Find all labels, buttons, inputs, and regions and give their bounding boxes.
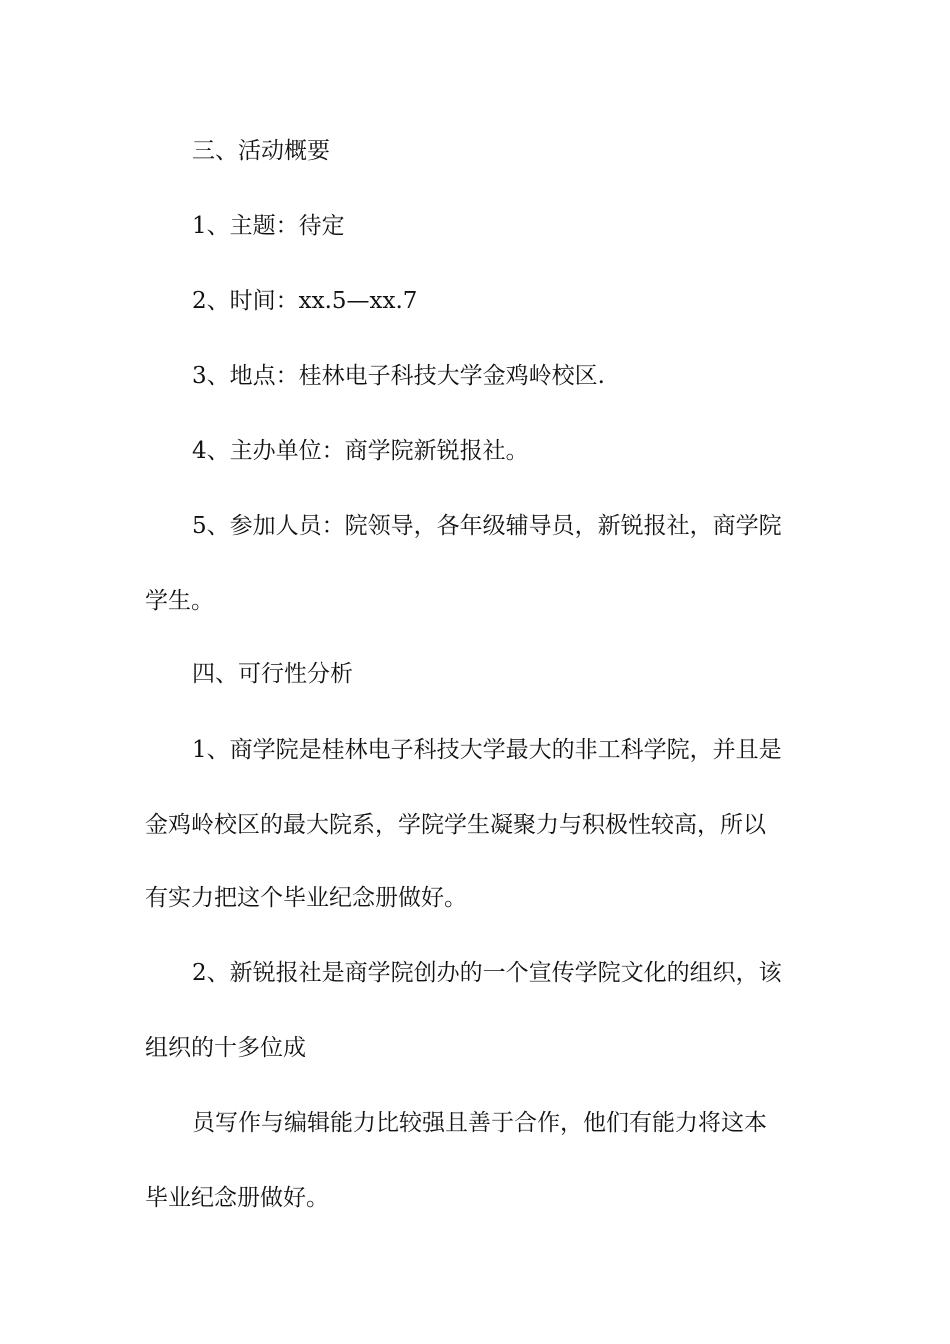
feasibility-point-1-line-1: 1、商学院是桂林电子科技大学最大的非工科学院，并且是 <box>192 737 782 763</box>
feasibility-point-2-line-2: 组织的十多位成 <box>145 1035 306 1061</box>
feasibility-point-2-line-1: 2、新锐报社是商学院创办的一个宣传学院文化的组织，该 <box>192 960 782 986</box>
feasibility-point-2-line-3: 员写作与编辑能力比较强且善于合作，他们有能力将这本 <box>192 1110 767 1136</box>
overview-item-participants-continued: 学生。 <box>145 588 214 614</box>
section-heading-feasibility-analysis: 四、可行性分析 <box>192 661 353 687</box>
section-heading-activity-overview: 三、活动概要 <box>192 138 330 164</box>
overview-item-theme: 1、主题：待定 <box>192 213 345 239</box>
overview-item-participants: 5、参加人员：院领导，各年级辅导员，新锐报社，商学院 <box>192 513 782 539</box>
overview-item-organizer: 4、主办单位：商学院新锐报社。 <box>192 438 529 464</box>
feasibility-point-2-line-4: 毕业纪念册做好。 <box>145 1185 329 1211</box>
overview-item-location: 3、地点：桂林电子科技大学金鸡岭校区. <box>192 363 605 389</box>
feasibility-point-1-line-2: 金鸡岭校区的最大院系，学院学生凝聚力与积极性较高，所以 <box>145 812 766 838</box>
overview-item-time: 2、时间：xx.5—xx.7 <box>192 288 418 314</box>
feasibility-point-1-line-3: 有实力把这个毕业纪念册做好。 <box>145 885 467 911</box>
